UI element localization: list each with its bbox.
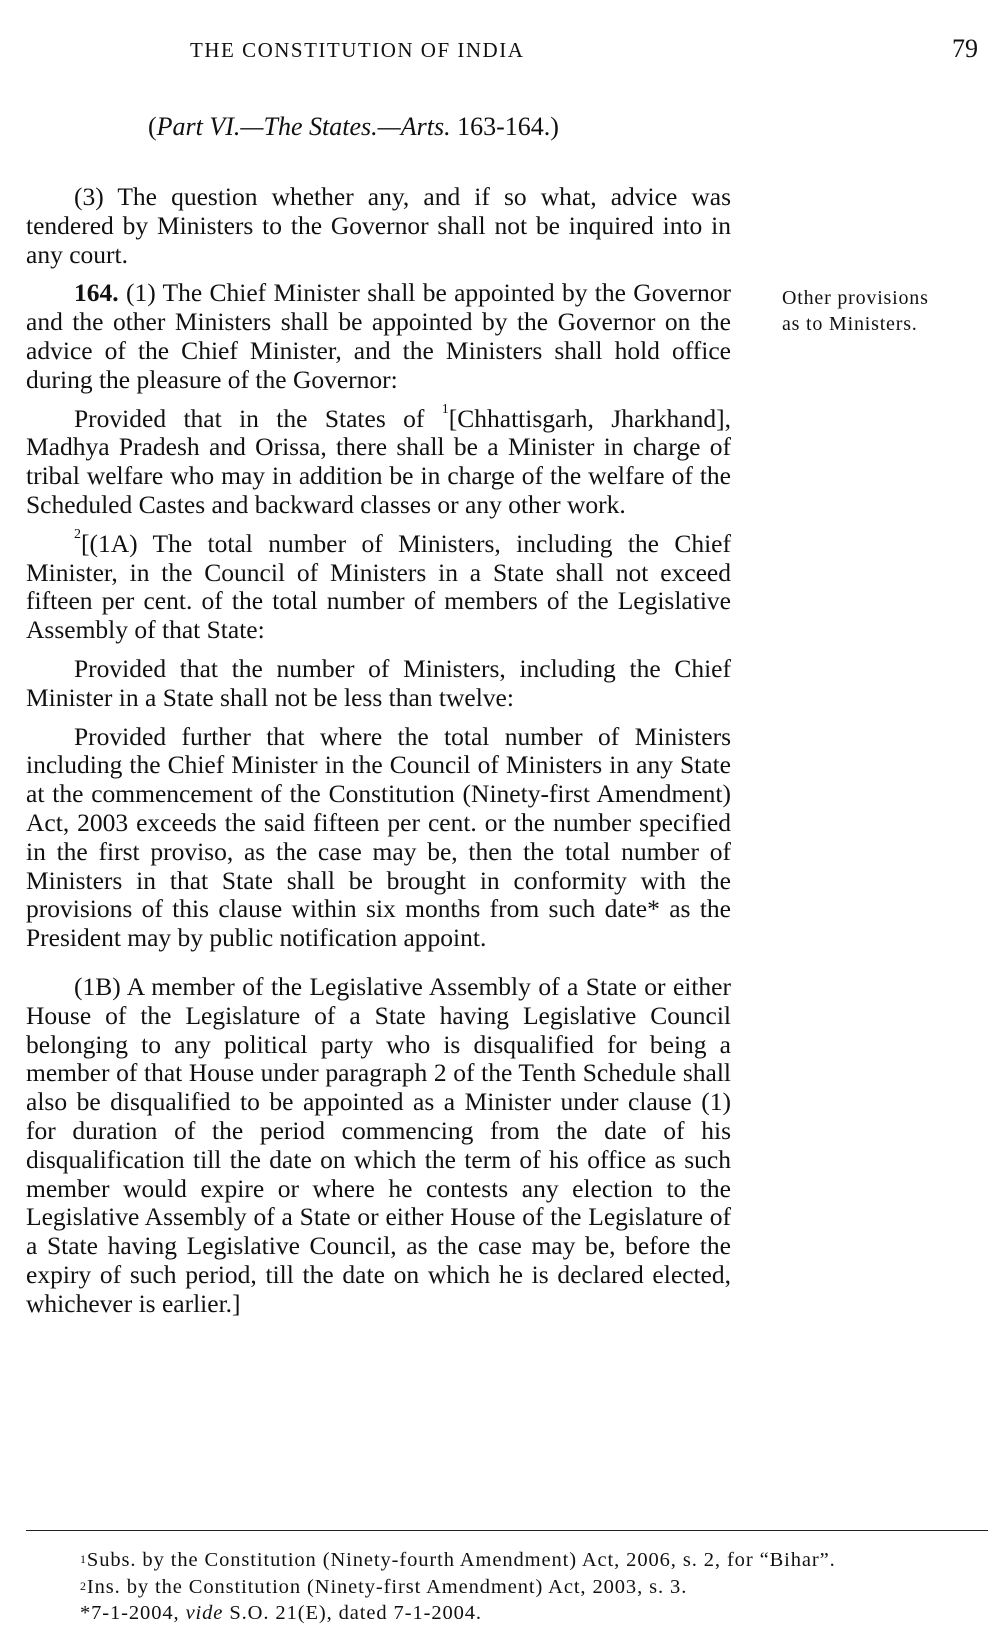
footnote-rule bbox=[26, 1530, 988, 1531]
footnote-star bbox=[80, 1600, 980, 1627]
proviso-tribal-welfare bbox=[26, 401, 731, 520]
footnote-1 bbox=[80, 1547, 980, 1574]
marginal-note bbox=[782, 285, 987, 337]
paragraph-163-3: (3) The question whether any, and if so what, advice was tendered by Ministers to the Governor shall not be inquired into in any court. bbox=[26, 182, 731, 269]
proviso-tribal-text-b: [Chhattisgarh, Jharkhand], Madhya Pradesh and Orissa, there shall be a Minister in charge of tribal welfare who may in addition be in charge of the welfare of the Scheduled Castes and backward classes or any other work. bbox=[26, 403, 731, 519]
part-heading-open: ( bbox=[148, 112, 157, 141]
proviso-minimum-twelve: Provided that the number of Ministers, including the Chief Minister in a State shall not be less than twelve: bbox=[26, 653, 731, 712]
clause-164-1-text: (1) The Chief Minister shall be appointed by the Governor and the other Ministers shall be appointed by the Governor on the advice of the Chief Minister, and the Ministers shall hold office during the pleasure of the Governor: bbox=[26, 278, 731, 394]
article-number-164: 164. bbox=[74, 278, 119, 308]
footnote-2 bbox=[80, 1574, 980, 1601]
page-number: 79 bbox=[952, 34, 978, 63]
footnote-ref-2: 2 bbox=[74, 526, 81, 542]
footnote-star-pre: *7-1-2004, bbox=[80, 1602, 186, 1624]
footnote-star-post: S.O. 21(E), dated 7-1-2004. bbox=[223, 1602, 482, 1624]
part-heading bbox=[148, 112, 559, 142]
part-heading-italic: Part VI.—The States.—Arts. bbox=[156, 112, 451, 141]
clause-1a-text: [(1A) The total number of Ministers, including the Chief Minister, in the Council of Ministers in a State shall not exceed fifteen per cent. of the total number of members of the Legislative Assembly of that State: bbox=[26, 528, 731, 645]
footnotes bbox=[80, 1547, 980, 1627]
paragraph-164-1 bbox=[26, 279, 731, 394]
marginal-note-line-1: Other provisions bbox=[782, 287, 929, 309]
marginal-note-line-2: as to Ministers. bbox=[782, 313, 918, 335]
proviso-further: Provided further that where the total number of Ministers including the Chief Minister in the Council of Ministers in any State at the commencement of the Constitution (Ninety-first Amendment) Act, 2003 exceeds the said fifteen per cent. or the number specified in the first proviso, as the case may be, then the total number of Ministers in that State shall be brought in conformity with the provisions of this clause within six months from such date* as the President may by public notification appoint. bbox=[26, 721, 731, 953]
body-text bbox=[26, 183, 731, 1318]
footnote-ref-1: 1 bbox=[441, 401, 449, 417]
footnote-1-marker: 1 bbox=[80, 1552, 87, 1566]
footnote-star-vide: vide bbox=[185, 1602, 224, 1624]
running-head: THE CONSTITUTION OF INDIA bbox=[190, 38, 525, 62]
part-heading-articles: 163-164.) bbox=[450, 112, 559, 141]
clause-1b: (1B) A member of the Legislative Assembly of a State or either House of the Legislature of a State having Legislative Council belonging to any political party who is disqualified for being a member of that House under paragraph 2 of the Tenth Schedule shall also be disqualified to be appointed as a Minister under clause (1) for duration of the period commencing from the date of his disqualification till the date on which the term of his office as such member would expire or where he contests any election to the Legislative Assembly of a State or either House of the Legislature of a State having Legislative Council, as the case may be, before the expiry of such period, till the date on which he is declared elected, whichever is earlier.] bbox=[26, 971, 731, 1318]
footnote-1-text: Subs. by the Constitution (Ninety-fourth Amendment) Act, 2006, s. 2, for “Bihar”. bbox=[86, 1549, 836, 1571]
footnote-2-marker: 2 bbox=[80, 1578, 87, 1593]
clause-1a bbox=[26, 526, 731, 645]
footnote-2-text: Ins. by the Constitution (Ninety-first Amendment) Act, 2003, s. 3. bbox=[86, 1575, 688, 1598]
proviso-tribal-text-a: Provided that in the States of bbox=[74, 403, 442, 433]
